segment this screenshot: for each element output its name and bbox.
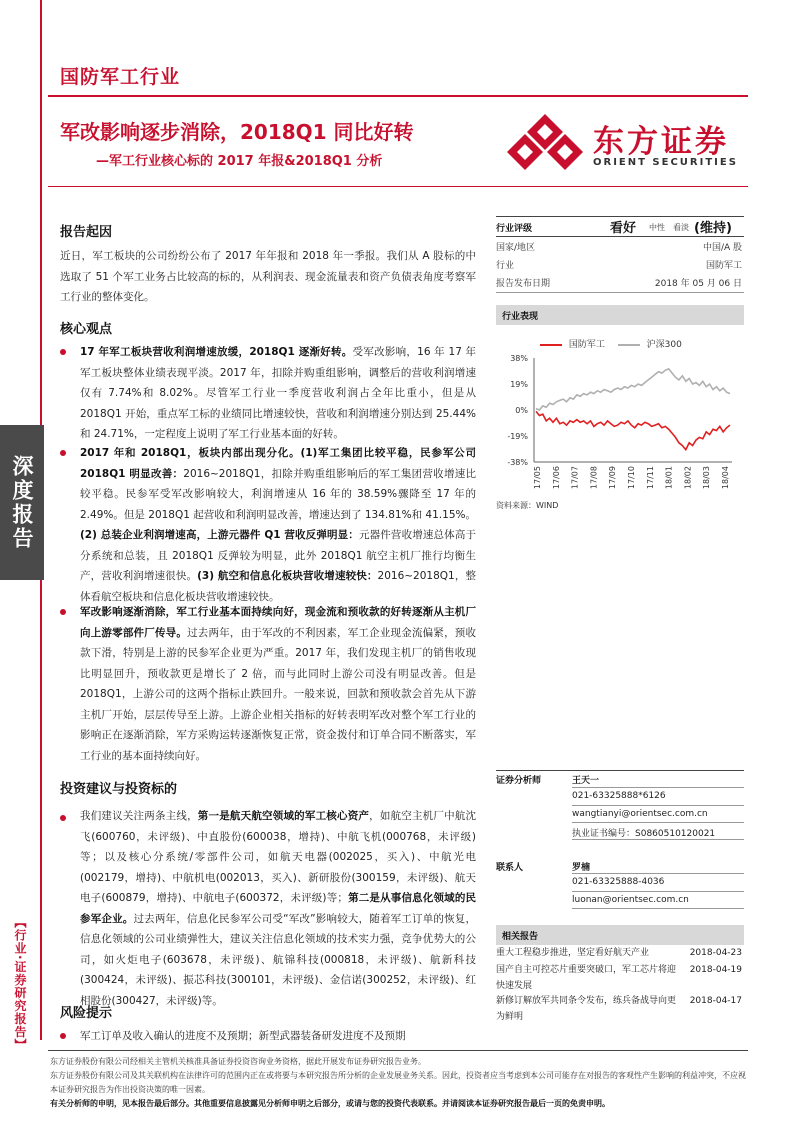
bullet-dot-icon xyxy=(60,349,66,355)
x-tick-label: 18/02 xyxy=(683,466,693,490)
analyst-email[interactable]: wangtianyi@orientsec.com.cn xyxy=(572,809,708,819)
divider xyxy=(572,891,744,892)
x-tick-label: 17/08 xyxy=(589,466,599,490)
rating-negative: 看淡 xyxy=(673,223,689,232)
core-point-3 xyxy=(80,602,476,766)
x-tick-label: 17/06 xyxy=(551,466,561,490)
core-point-1-text: 受军改影响，16 年 17 年军工板块整体业绩表现平淡。2017 年，扣除并购重组影响，调整后的营收利润增速仅有 7.74%和 8.02%。尽管军工行业一季度营收利润占全年比重小，但是从 2018Q1 开始，重点军工标的业绩同比增速较快，营收和利润增速分别达到 25.44%和 24.71%，一定程度上说明了军工行业基本面的好转。 xyxy=(80,346,476,440)
invest-paragraph xyxy=(80,806,476,1011)
section-heading-origin: 报告起因 xyxy=(60,225,113,240)
invest-lead-2: 第二是从事信息化领域的民参军企业。 xyxy=(80,892,476,925)
x-tick-label: 17/05 xyxy=(533,466,542,490)
rating-maintain: (维持) xyxy=(694,221,732,236)
x-tick-label: 18/03 xyxy=(702,466,712,490)
related-report-title: 新修订解放军共同条令发布，练兵备战导向更为鲜明 xyxy=(496,996,677,1022)
origin-paragraph: 近日，军工板块的公司纷纷公布了 2017 年年报和 2018 年一季报。我们从 A 股标的中选取了 51 个军工业务占比较高的标的，从利润表、现金流量表和资产负债表角度考察军工行业的整体变化。 xyxy=(60,250,476,303)
core-point-2-text-2: 元器件营收增速总体高于分系统和总装，且 2018Q1 反弹较为明显，此外 2018Q1 航空主机厂推行均衡生产，营收利润增速很快。 xyxy=(80,529,476,582)
y-tick-label: 0% xyxy=(515,406,528,415)
divider xyxy=(572,908,744,909)
chart-legend xyxy=(540,337,682,350)
related-report-date: 2018-04-23 xyxy=(689,948,742,958)
section-heading-core: 核心观点 xyxy=(60,322,113,337)
y-tick-label: 38% xyxy=(510,354,528,363)
related-report-date: 2018-04-17 xyxy=(689,996,742,1006)
divider xyxy=(572,787,744,788)
invest-text-3: 过去两年，信息化民参军公司受“军改”影响较大，随着军工订单的恢复，信息化领域的公司业绩弹性大，建议关注信息化领域的技术实力强，竞争优势大的公司，如火炬电子(603678，未评级)、航锦科技(000818，未评级)、航新科技(300424，未评级)、振芯科技(300101，未评级)、金信诺(300252，未评级)、红相股份(300427，未评级)等。 xyxy=(80,912,476,1007)
contact-email[interactable]: luonan@orientsec.com.cn xyxy=(572,895,689,905)
y-tick-label: 19% xyxy=(510,380,528,389)
legend-swatch-defense xyxy=(540,344,562,346)
info-value: 中国/A 股 xyxy=(702,243,742,253)
section-heading-invest: 投资建议与投资标的 xyxy=(60,782,178,797)
info-row-industry xyxy=(496,258,744,274)
info-key: 行业 xyxy=(496,261,515,271)
related-report-date: 2018-04-19 xyxy=(689,965,742,975)
core-point-3-lead: 军改影响逐渐消除，军工行业基本面持续向好，现金流和预收款的好转逐渐从主机厂向上游零部件厂传导。 xyxy=(80,606,476,639)
logo-text-en: ORIENT SECURITIES xyxy=(593,157,738,168)
core-point-2 xyxy=(80,443,476,607)
section-heading-risk: 风险提示 xyxy=(60,1006,113,1021)
contact-name: 罗楠 xyxy=(572,863,591,873)
divider xyxy=(572,805,744,806)
x-tick-label: 17/07 xyxy=(570,466,580,490)
core-point-2-lead: 2017 年和 2018Q1，板块内部出现分化。(1)军工集团比较平稳，民参军公司 2018Q1 明显改善： xyxy=(80,447,476,480)
logo-text-cn: 东方证券 xyxy=(593,124,729,160)
footer-disclaimer-2: 东方证券股份有限公司及其关联机构在法律许可的范围内正在或将要与本研究报告所分析的企业发展业务关系。因此，投资者应当考虑到本公司可能存在对报告的客观性产生影响的利益冲突，不应视本证券研究报告为作出投资决策的唯一因素。 xyxy=(50,1071,746,1094)
analyst-certificate: 执业证书编号：S0860510120021 xyxy=(572,829,716,839)
core-point-2-text: 2016~2018Q1，扣除并购重组影响后的军工集团营收增速比较平稳。民参军受军改影响较大，利润增速从 16 年的 38.59%骤降至 17 年的 2.49%。但是 2018Q1 起营收和利润明显改善，增速达到了 134.81%和 41.15%。 xyxy=(80,467,476,521)
related-report-3[interactable] xyxy=(496,993,744,1025)
footer-disclaimer-3: 有关分析师的申明，见本报告最后部分。其他重要信息披露见分析师申明之后部分，或请与您的投资代表联系。并请阅读本证券研究报告最后一页的免责申明。 xyxy=(50,1099,610,1108)
legend-swatch-hs300 xyxy=(618,344,640,346)
invest-text-1: 我们建议关注两条主线， xyxy=(80,810,198,822)
bullet-dot-icon xyxy=(60,1033,66,1039)
chart-source: 资料来源：WIND xyxy=(496,501,559,510)
core-point-1-lead: 17 年军工板块营收利润增速放缓，2018Q1 逐渐好转。 xyxy=(80,346,353,358)
divider xyxy=(572,839,744,840)
core-point-3-text: 过去两年，由于军改的不利因素，军工企业现金流偏紧，预收款下滑，特别是上游的民参军企业更为严重。2017 年，我们发现主机厂的销售收现比明显回升，预收款更是增长了 2 倍，而与此同时上游公司没有明显改善。但是 2018Q1，上游公司的这两个指标止跌回升。一般来说，回款和预收款会首先从下游主机厂开始，层层传导至上游。上游企业相关指标的好转表明军改对整个军工行业的影响正在逐渐消除，军方采购运转逐渐恢复正常，资金拨付和订单合同不断落实，军工行业的基本面持续向好。 xyxy=(80,626,477,762)
x-tick-label: 18/01 xyxy=(664,466,674,490)
related-report-title: 重大工程稳步推进，坚定看好航天产业 xyxy=(496,948,650,958)
bullet-dot-icon xyxy=(60,450,66,456)
divider xyxy=(496,236,744,237)
core-point-2-lead-3: (3) 航空和信息化板块营收增速较快： xyxy=(197,570,378,582)
core-point-1 xyxy=(80,342,476,445)
industry-rating xyxy=(496,220,744,236)
analyst-name: 王天一 xyxy=(572,776,600,786)
divider xyxy=(496,292,744,293)
info-row-date xyxy=(496,276,744,292)
contact-phone: 021-63325888-4036 xyxy=(572,877,665,887)
info-value: 国防军工 xyxy=(705,261,742,271)
divider xyxy=(48,186,748,187)
rating-value: 看好 xyxy=(610,221,637,236)
orient-securities-logo xyxy=(505,112,745,182)
invest-text-2: ，如航空主机厂中航沈飞(600760，未评级)、中直股份(600038，增持)、中航飞机(000768，未评级)等；以及核心分系统/零部件公司，如航天电器(002025，买入)、中航光电(002179，增持)、中航机电(002013，买入)、新研股份(300159，未评级)、航天电子(600879，增持)、中航电子(600372，未评级)等； xyxy=(80,810,477,904)
related-heading: 相关报告 xyxy=(496,925,744,945)
rating-label: 行业评级 xyxy=(496,224,533,234)
industry-title: 国防军工行业 xyxy=(60,66,181,88)
legend-label-hs300: 沪深300 xyxy=(646,340,682,350)
info-key: 报告发布日期 xyxy=(496,279,551,289)
divider xyxy=(48,1050,748,1051)
x-tick-label: 18/04 xyxy=(721,466,730,490)
invest-lead-1: 第一是航天航空领域的军工核心资产 xyxy=(197,810,370,822)
x-tick-label: 17/11 xyxy=(645,466,655,490)
logo-mark-icon xyxy=(505,112,585,178)
analyst-phone: 021-63325888*6126 xyxy=(572,791,666,801)
risk-paragraph: 军工订单及收入确认的进度不及预期；新型武器装备研发进度不及预期 xyxy=(80,1030,406,1042)
report-title: 军改影响逐步消除，2018Q1 同比好转 xyxy=(60,120,414,144)
analyst-label: 证券分析师 xyxy=(496,776,542,786)
x-tick-label: 17/10 xyxy=(627,466,636,490)
y-tick-label: -38% xyxy=(507,458,528,467)
divider xyxy=(48,95,748,97)
related-report-2[interactable] xyxy=(496,962,744,994)
side-category-label: 【行业·证券研究报告】 xyxy=(13,916,27,1052)
divider xyxy=(572,822,744,823)
rating-neutral: 中性 xyxy=(649,223,665,232)
series-line-hs300 xyxy=(536,369,730,410)
y-tick-label: -19% xyxy=(507,432,528,441)
report-subtitle: —军工行业核心标的 2017 年报&2018Q1 分析 xyxy=(96,154,383,169)
core-point-2-text-3: 2016~2018Q1，整体看航空板块和信息化板块营收增速较快。 xyxy=(80,570,477,603)
perf-heading: 行业表现 xyxy=(496,305,744,325)
core-point-2-lead-2: (2) 总装企业利润增速高，上游元器件 Q1 营收反弹明显： xyxy=(80,529,359,541)
info-value: 2018 年 05 月 06 日 xyxy=(654,279,742,289)
divider xyxy=(572,873,744,874)
legend-label-defense: 国防军工 xyxy=(568,340,605,350)
bullet-dot-icon xyxy=(60,609,66,615)
contact-label: 联系人 xyxy=(496,863,524,873)
footer-disclaimer-1: 东方证券股份有限公司经相关主管机关核准具备证券投资咨询业务资格，据此开展发布证券研究报告业务。 xyxy=(50,1057,426,1066)
performance-chart xyxy=(496,350,744,495)
bullet-dot-icon xyxy=(60,815,66,821)
series-line-defense xyxy=(536,411,730,449)
report-type-tag: 深度报告 xyxy=(0,425,44,580)
info-key: 国家/地区 xyxy=(496,243,536,253)
info-row-region xyxy=(496,240,744,256)
related-report-title: 国产自主可控芯片重要突破口，军工芯片将迎快速发展 xyxy=(496,965,677,991)
related-report-1[interactable] xyxy=(496,945,744,961)
x-tick-label: 17/09 xyxy=(608,466,618,490)
divider xyxy=(496,770,744,771)
